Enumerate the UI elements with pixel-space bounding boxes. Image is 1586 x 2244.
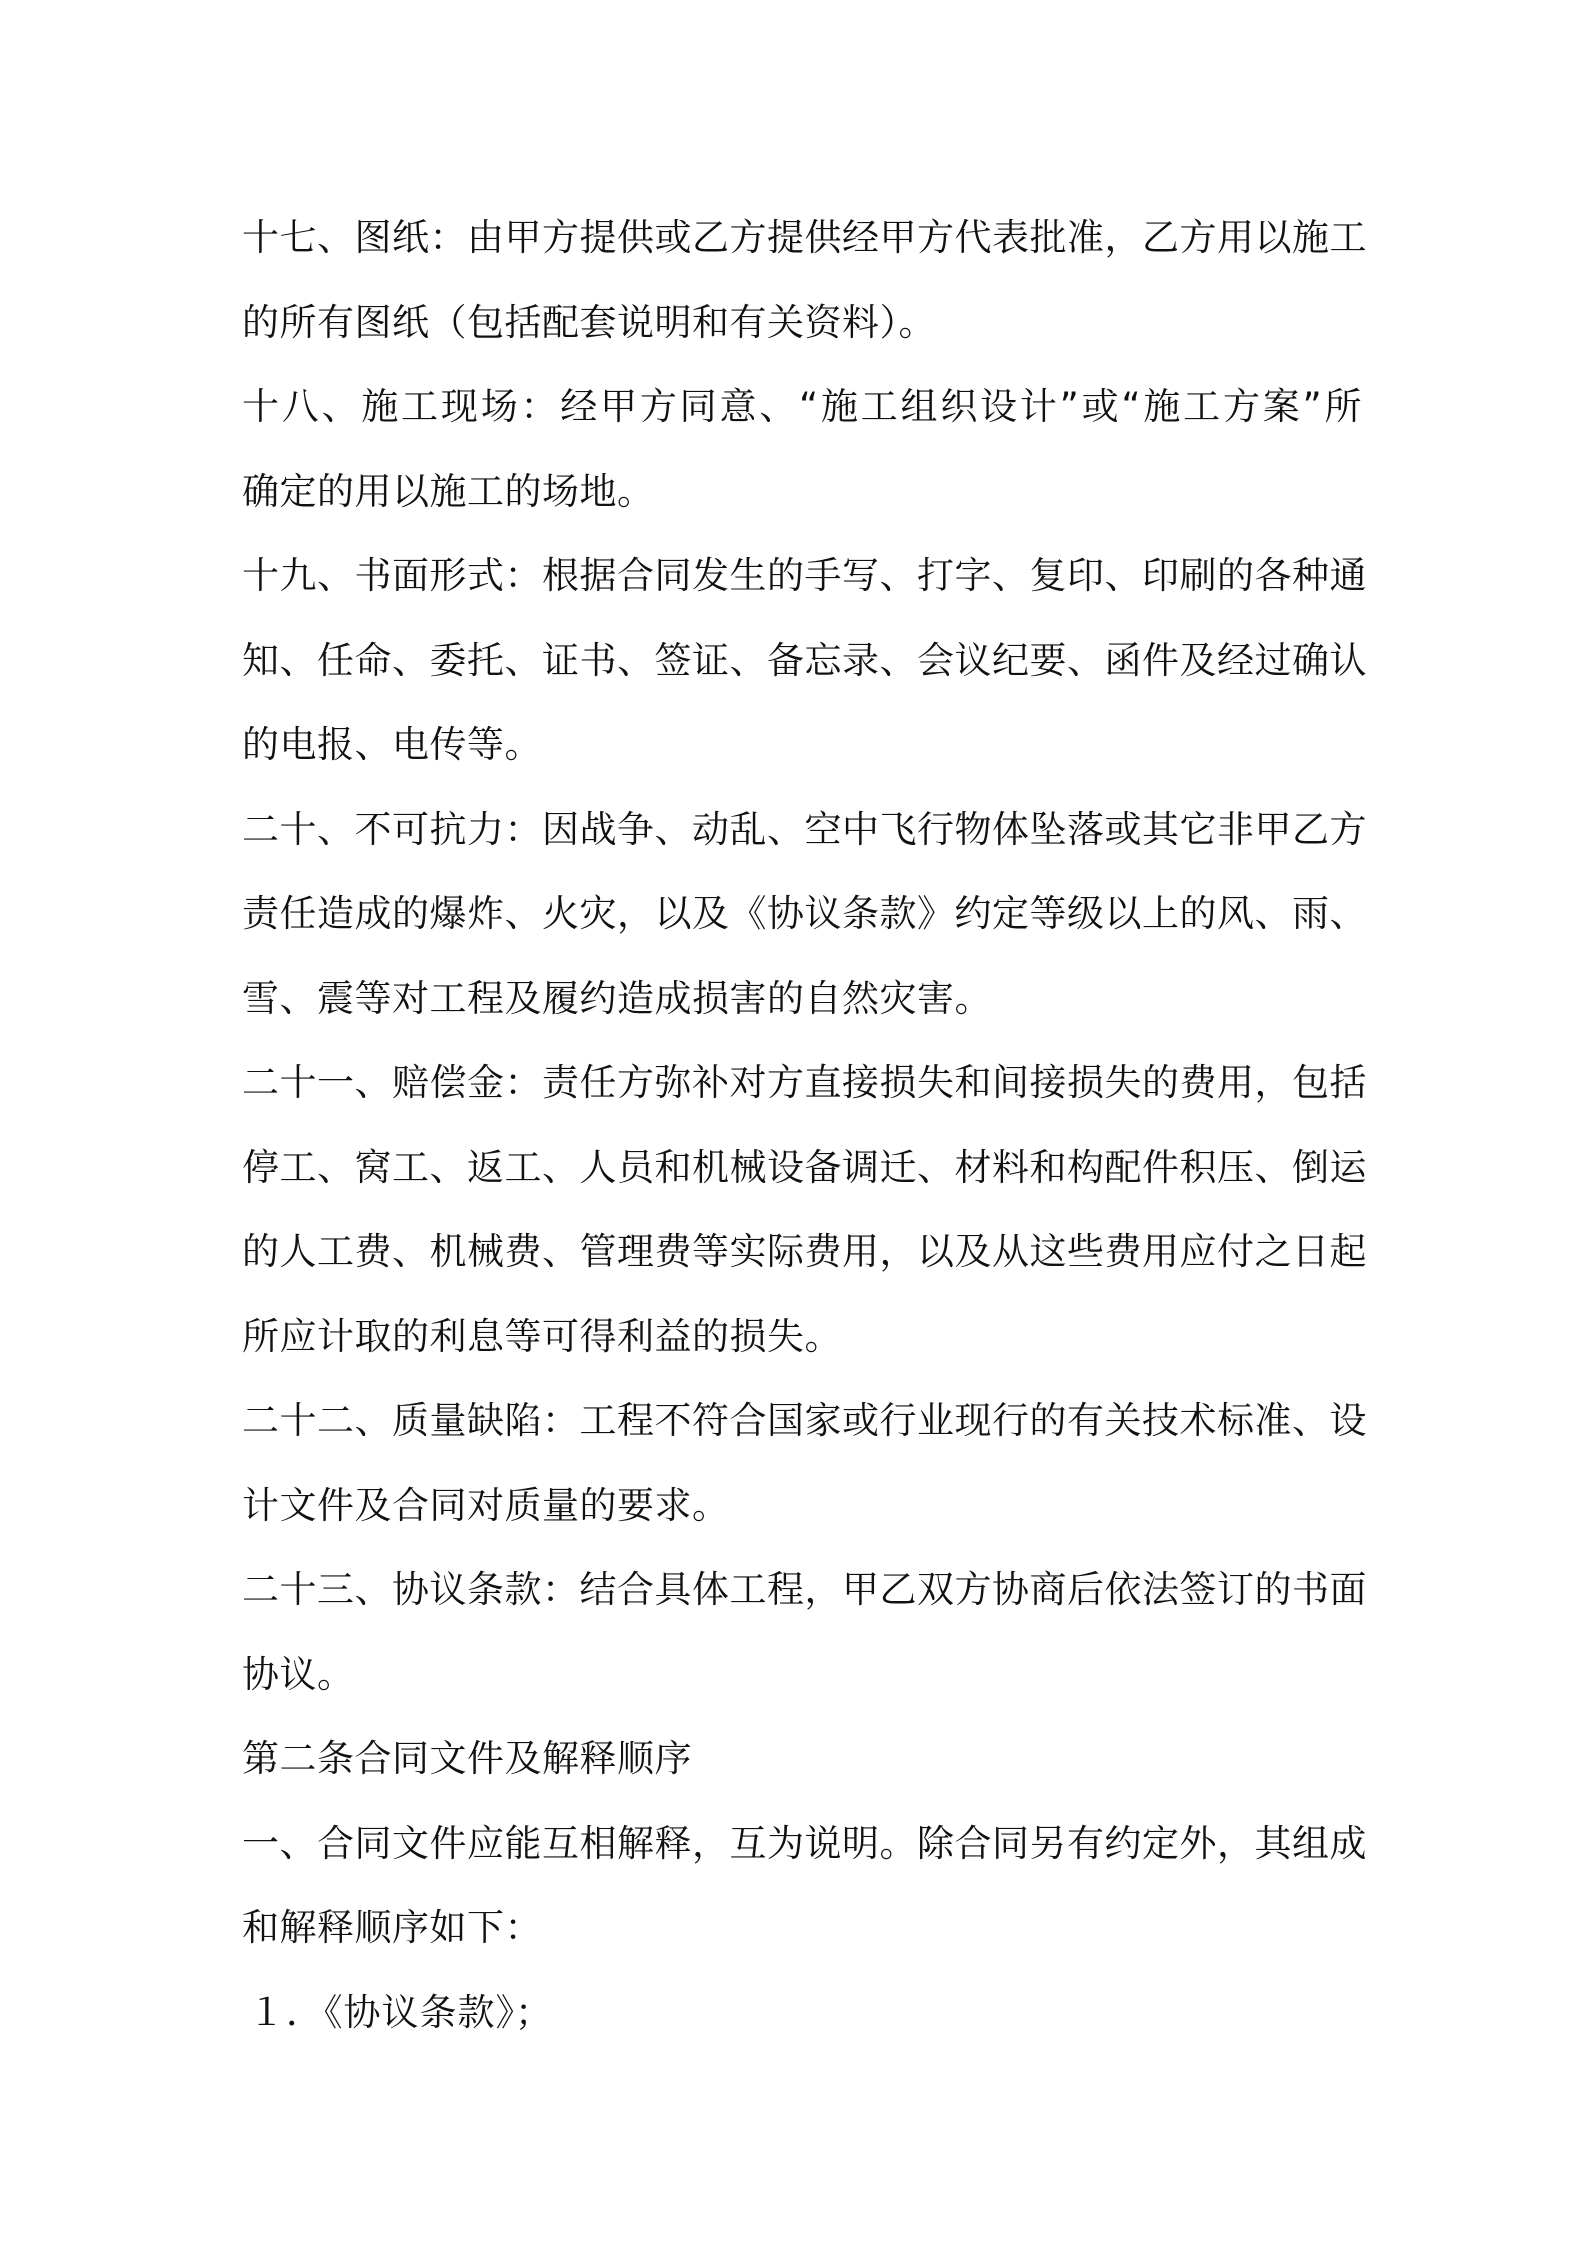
text-line: 二十二、质量缺陷：工程不符合国家或行业现行的有关技术标准、设 [242, 1399, 1367, 1442]
text-line: 二十三、协议条款：结合具体工程，甲乙双方协商后依法签订的书面 [242, 1568, 1367, 1611]
text-line: 计文件及合同对质量的要求。 [242, 1483, 730, 1527]
text-line: 停工、窝工、返工、人员和机械设备调迁、材料和构配件积压、倒运 [242, 1145, 1367, 1189]
text-line: 知、任命、委托、证书、签证、备忘录、会议纪要、函件及经过确认 [242, 638, 1367, 682]
text-line: 所应计取的利息等可得利益的损失。 [242, 1314, 842, 1358]
text-line: 和解释顺序如下： [242, 1906, 542, 1949]
section-heading: 第二条合同文件及解释顺序 [242, 1737, 692, 1780]
text-line: 责任造成的爆炸、火灾，以及《协议条款》约定等级以上的风、雨、 [242, 892, 1367, 935]
text-line: 十九、书面形式：根据合同发生的手写、打字、复印、印刷的各种通 [242, 554, 1367, 597]
text-line: 确定的用以施工的场地。 [242, 469, 655, 513]
list-item: １．《协议条款》； [248, 1990, 553, 2034]
text-line: 二十、不可抗力：因战争、动乱、空中飞行物体坠落或其它非甲乙方 [242, 807, 1367, 851]
document-body [242, 196, 1367, 2055]
text-line: 的电报、电传等。 [242, 723, 542, 766]
text-line: 十七、图纸：由甲方提供或乙方提供经甲方代表批准，乙方用以施工 [242, 216, 1367, 259]
text-line: 的所有图纸（包括配套说明和有关资料）。 [242, 300, 936, 344]
text-line: 十八、施工现场：经甲方同意、“施工组织设计”或“施工方案”所 [242, 385, 1362, 428]
text-line: 二十一、赔偿金：责任方弥补对方直接损失和间接损失的费用，包括 [242, 1061, 1367, 1104]
text-line: 协议。 [242, 1652, 355, 1696]
text-line: 的人工费、机械费、管理费等实际费用，以及从这些费用应付之日起 [242, 1230, 1367, 1273]
text-line: 一、合同文件应能互相解释，互为说明。除合同另有约定外，其组成 [242, 1821, 1367, 1865]
text-line: 雪、震等对工程及履约造成损害的自然灾害。 [242, 976, 992, 1020]
